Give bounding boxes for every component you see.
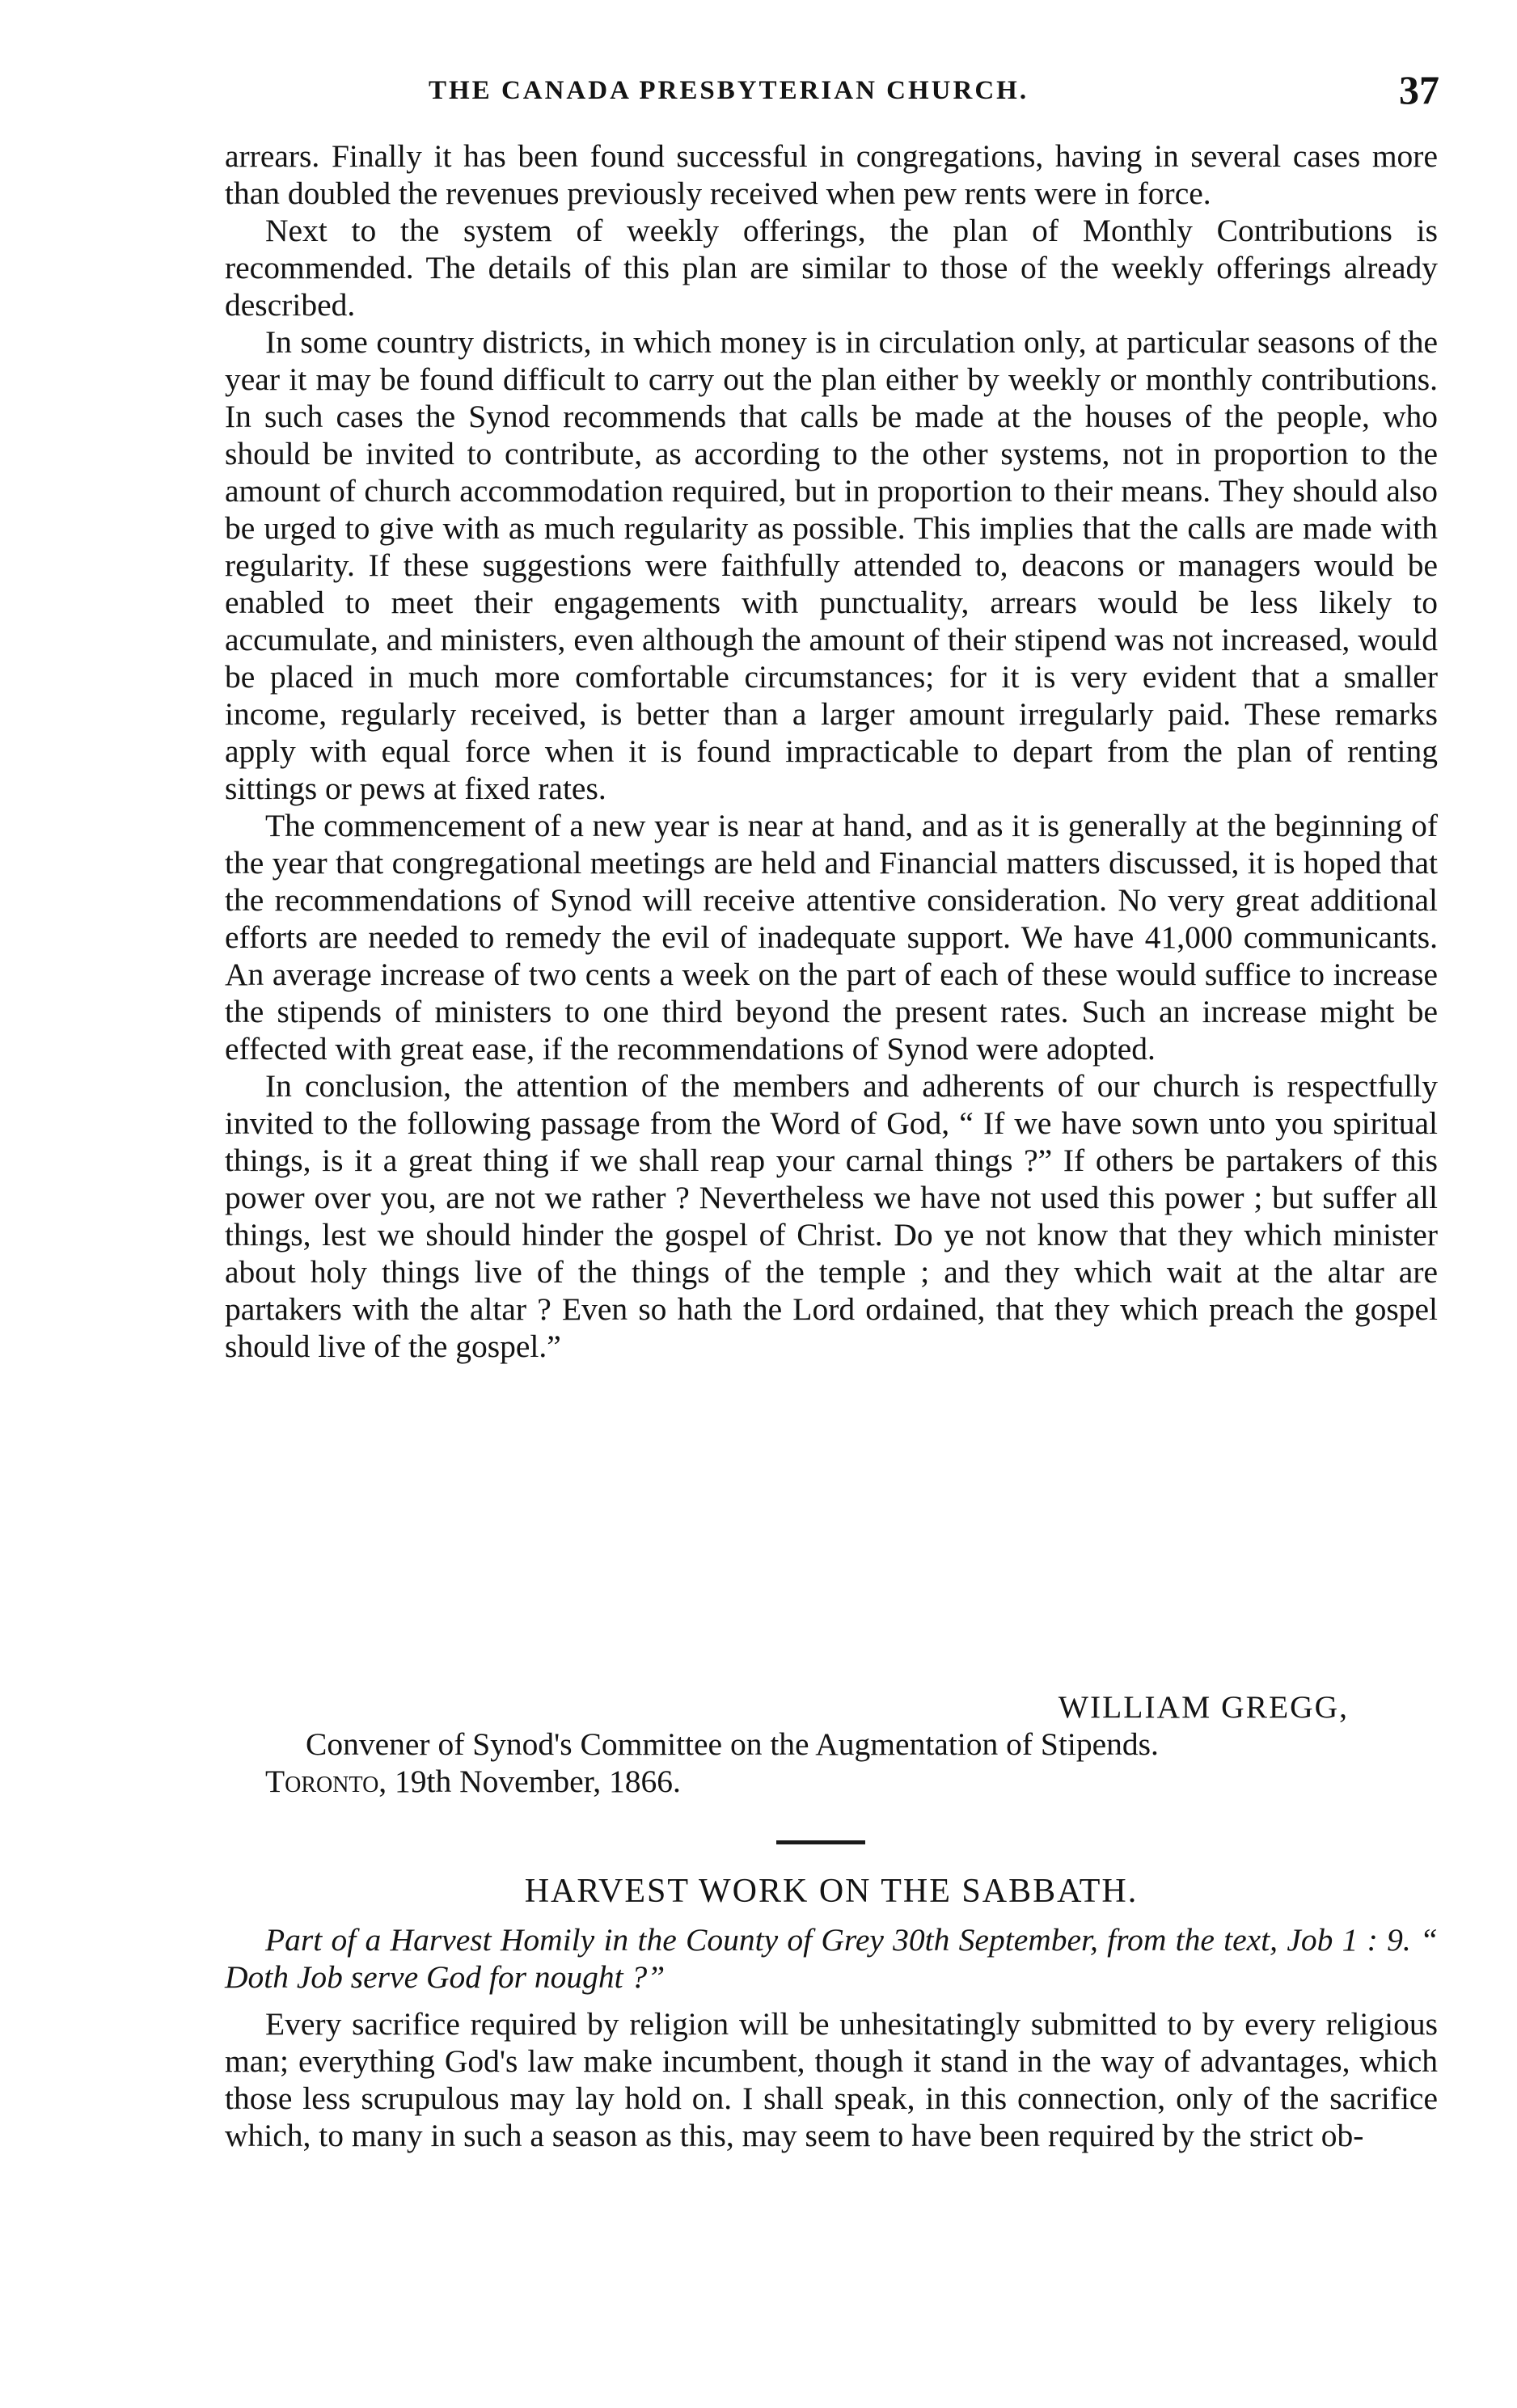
- report-body: [225, 137, 1438, 1365]
- article-body: Every sacrifice required by religion will be unhesitatingly submitted to by every religious man; everything God's law make incumbent, though it stand in the way of advantages, which those less scrupulous may lay hold on. I shall speak, in this connection, only of the sacrifice which, to many in such a season as this, may seem to have been required by the strict ob-: [225, 2006, 1438, 2153]
- paragraph-new-year: The commencement of a new year is near at hand, and as it is generally at the beginning of the year that congregational meetings are held and Financial matters discussed, it is hoped that the recommendations of Synod will receive attentive consideration. No very great additional efforts are needed to remedy the evil of inadequate support. We have 41,000 communicants. An average increase of two cents a week on the part of each of these would suffice to increase the stipends of ministers to one third beyond the present rates. Such an increase might be effected with great ease, if the recommendations of Synod were adopted.: [225, 808, 1438, 1067]
- section-divider: [776, 1840, 865, 1844]
- page-number: 37: [1399, 67, 1439, 112]
- signatory-name: WILLIAM GREGG,: [1058, 1689, 1349, 1725]
- dateline-place: Toronto,: [265, 1764, 387, 1799]
- dateline: [225, 1763, 1438, 1800]
- harvest-article: [225, 1873, 1438, 2154]
- paragraph-monthly-contributions: Next to the system of weekly offerings, the plan of Monthly Contributions is recommended. The details of this plan are similar to those of the weekly offerings already described.: [225, 213, 1438, 323]
- running-title: THE CANADA PRESBYTERIAN CHURCH.: [429, 76, 1029, 105]
- running-header: [226, 67, 1439, 120]
- signatory-role: Convener of Synod's Committee on the Augmentation of Stipends.: [306, 1726, 1159, 1762]
- signature-block: [225, 1688, 1438, 1800]
- article-subtitle: Part of a Harvest Homily in the County of Grey 30th September, from the text, Job 1 : 9. “ Doth Job serve God for nought ?”: [225, 1922, 1438, 1995]
- paragraph-arrears: arrears. Finally it has been found successful in congregations, having in several cases more than doubled the revenues previously received when pew rents were in force.: [225, 138, 1438, 211]
- paragraph-conclusion: In conclusion, the attention of the members and adherents of our church is respectfully invited to the following passage from the Word of God, “ If we have sown unto you spiritual things, is it a great thing if we shall reap your carnal things ?” If others be partakers of this power over you, are not we rather ? Nevertheless we have not used this power ; but suffer all things, lest we should hinder the gospel of Christ. Do ye not know that they which minister about holy things live of the things of the temple ; and they which wait at the altar are partakers with the altar ? Even so hath the Lord ordained, that they which preach the gospel should live of the gospel.”: [225, 1068, 1438, 1364]
- article-title: HARVEST WORK ON THE SABBATH.: [524, 1873, 1139, 1910]
- paragraph-country-districts: In some country districts, in which money is in circulation only, at particular seasons of the year it may be found difficult to carry out the plan either by weekly or monthly contributions. In such cases the Synod recommends that calls be made at the houses of the people, who should be invited to contribute, as according to the other systems, not in proportion to the amount of church accommodation required, but in proportion to their means. They should also be urged to give with as much regularity as possible. This implies that the calls are made with regularity. If these suggestions were faithfully attended to, deacons or managers would be enabled to meet their engagements with punctuality, arrears would be less likely to accumulate, and ministers, even although the amount of their stipend was not increased, would be placed in much more comfortable circumstances; for it is very evident that a smaller income, regularly received, is better than a larger amount irregularly paid. These remarks apply with equal force when it is found impracticable to depart from the plan of renting sittings or pews at fixed rates.: [225, 324, 1438, 806]
- dateline-date: 19th November, 1866.: [395, 1764, 681, 1799]
